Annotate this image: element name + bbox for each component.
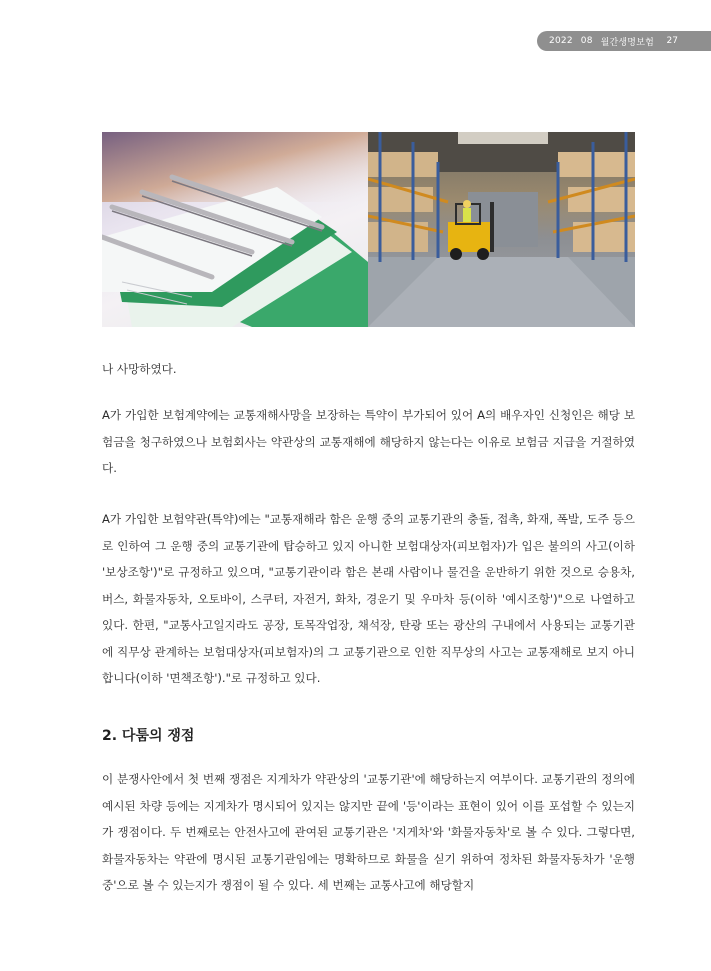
paragraph-2: A가 가입한 보험계약에는 교통재해사망을 보장하는 특약이 부가되어 있어 A의 배우자인 신청인은 해당 보험금을 청구하였으나 보험회사는 약관상의 교통재해에 해당하지 않는다는 이유로 보험금 지급을 거절하였다.: [102, 408, 635, 475]
header-year: 2022: [549, 36, 573, 46]
running-header: [537, 31, 711, 51]
paragraph-3: A가 가입한 보험약관(특약)에는 "교통재해라 함은 운행 중의 교통기관의 충돌, 접촉, 화재, 폭발, 도주 등으로 인하여 그 운행 중의 교통기관에 탑승하고 있지 아니한 보험대상자(피보험자)가 입은 불의의 사고(이하 '보상조항')"로 규정하고 있으며, "교통기관이라 함은 본래 사람이나 물건을 운반하기 위한 것으로 승용차, 버스, 화물자동차, 오토바이, 스쿠터, 자전거, 화차, 경운기 및 우마차 등(이하 '예시조항')"으로 나열하고 있다. 한편, "교통사고일지라도 공장, 토목작업장, 채석장, 탄광 또는 광산의 구내에서 사용되는 교통기관에 직무상 관계하는 보험대상자(피보험자)의 그 교통기관으로 인한 직무상의 사고는 교통재해로 보지 아니합니다(이하 '면책조항')."로 규정하고 있다.: [102, 512, 635, 685]
section-title: 2. 다툼의 쟁점: [102, 728, 195, 744]
paragraph-4: 이 분쟁사안에서 첫 번째 쟁점은 지게차가 약관상의 '교통기관'에 해당하는지 여부이다. 교통기관의 정의에 예시된 차량 등에는 지게차가 명시되어 있지는 않지만 끝에 '등'이라는 표현이 있어 이를 포섭할 수 있는지가 쟁점이다. 두 번째로는 안전사고에 관여된 교통기관은 '지게차'와 '화물자동차'로 볼 수 있다. 그렇다면, 화물자동차는 약관에 명시된 교통기관임에는 명확하므로 화물을 싣기 위하여 정차된 화물자동차가 '운행 중'으로 볼 수 있는지가 쟁점이 될 수 있다. 세 번째는 교통사고에 해당할지: [102, 772, 635, 892]
warehouse-forklift-photo: [368, 132, 635, 327]
page-number: 27: [666, 36, 678, 46]
paragraph-1: 나 사망하였다.: [102, 362, 177, 376]
header-issue: 08: [580, 36, 593, 46]
header-magazine: 월간생명보험: [600, 37, 654, 48]
clipboard-documents-photo: [102, 132, 368, 327]
